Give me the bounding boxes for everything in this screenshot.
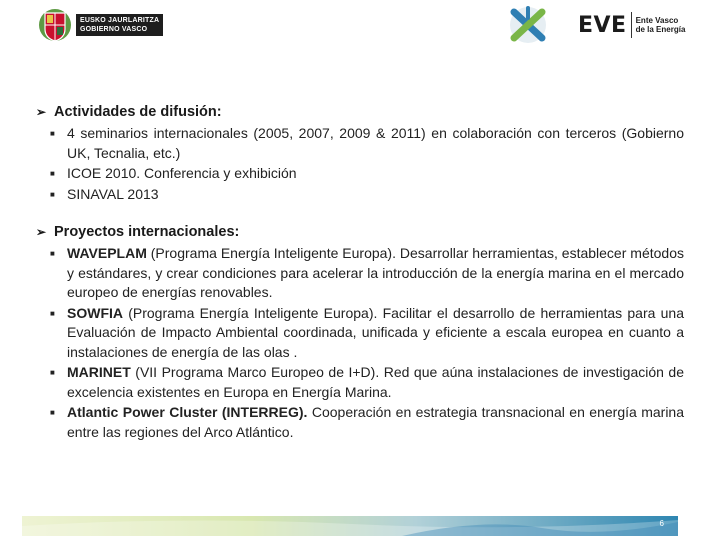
section-heading	[36, 224, 684, 240]
square-bullet-icon: ■	[50, 169, 55, 178]
item-description: 4 seminarios internacionales (2005, 2007, 2009 & 2011) en colaboración con terceros (Gobierno UK, Tecnalia, etc.)	[67, 125, 684, 161]
item-description: Cooperación en estrategia transnacional en energía marina entre las regiones del Arco Atlántico.	[67, 404, 685, 440]
square-bullet-icon: ■	[50, 129, 55, 138]
footer-wave-graphic	[22, 514, 678, 536]
square-bullet-icon: ■	[50, 368, 55, 377]
logo-divider	[631, 12, 632, 38]
project-name: WAVEPLAM	[67, 245, 147, 261]
gov-logo-line-1: EUSKO JAURLARITZA	[80, 17, 160, 24]
basque-coat-of-arms-icon	[38, 5, 72, 45]
item-description: ICOE 2010. Conferencia y exhibición	[67, 165, 297, 181]
list-item-text	[67, 363, 684, 402]
gobierno-vasco-logo	[38, 4, 168, 46]
item-description: (VII Programa Marco Europeo de I+D). Red que aúna instalaciones de investigación de excelencia existentes en Europa en Energía Marina.	[67, 364, 684, 400]
page-number: 6	[659, 519, 664, 528]
list-item	[50, 185, 684, 205]
item-description: (Programa Energía Inteligente Europa). Desarrollar herramientas, establecer métodos y estándares, y crear condiciones para acelerar la introducción de la energía marina en el mercado europeo de energías renovables.	[67, 245, 684, 300]
square-bullet-icon: ■	[50, 249, 55, 258]
slide-content	[36, 104, 684, 462]
list-item	[50, 124, 684, 163]
eve-tagline	[636, 16, 686, 34]
list-item-text	[67, 403, 684, 442]
arrow-bullet-icon: ➢	[36, 105, 47, 119]
list-item-text	[67, 185, 684, 205]
footer-bar	[22, 514, 678, 536]
eve-emblem-icon	[506, 4, 550, 46]
item-description: SINAVAL 2013	[67, 185, 159, 202]
eve-logo	[506, 4, 696, 46]
square-bullet-icon: ■	[50, 189, 55, 199]
section-difusion	[36, 104, 684, 204]
project-name: SOWFIA	[67, 304, 123, 321]
bullet-list	[36, 244, 684, 442]
gov-logo-line-2: GOBIERNO VASCO	[80, 26, 148, 33]
square-bullet-icon: ■	[50, 408, 55, 417]
list-item-text	[67, 124, 684, 163]
square-bullet-icon: ■	[50, 308, 55, 318]
eve-tagline-line-1: Ente Vasco	[635, 16, 679, 25]
section-title-text: Actividades de difusión:	[54, 104, 222, 120]
list-item	[50, 403, 684, 442]
item-description: (Programa Energía Inteligente Europa). Facilitar el desarrollo de herramientas para una Evaluación de Impacto Ambiental coordinada, unificada y eficiente a escala europea en cuanto a instalaciones de energía de las olas .	[67, 304, 684, 360]
list-item	[50, 164, 684, 184]
project-name: Atlantic Power Cluster (INTERREG).	[67, 404, 308, 420]
list-item	[50, 304, 684, 363]
list-item	[50, 244, 684, 303]
eve-wordmark: EVE	[578, 12, 627, 38]
gobierno-vasco-wordmark	[76, 14, 163, 36]
section-heading	[36, 104, 684, 120]
list-item-text	[67, 164, 684, 184]
eve-tagline-line-2: de la Energía	[635, 25, 686, 34]
arrow-bullet-icon: ➢	[36, 225, 47, 239]
section-title-text: Proyectos internacionales:	[54, 224, 240, 240]
section-proyectos	[36, 224, 684, 442]
bullet-list	[36, 124, 684, 204]
list-item-text	[67, 304, 684, 363]
list-item	[50, 363, 684, 402]
list-item-text	[67, 244, 684, 303]
project-name: MARINET	[67, 364, 131, 380]
